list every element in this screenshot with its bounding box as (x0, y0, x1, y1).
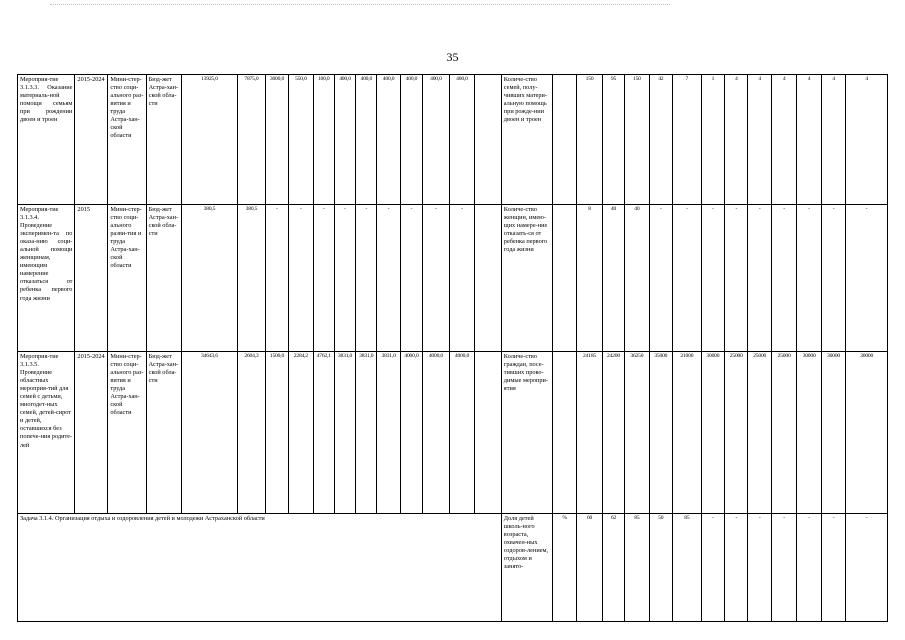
fin-2022: - (400, 205, 422, 352)
indicator-value: 4 (748, 75, 771, 205)
fin-2017: - (289, 205, 313, 352)
indicator-value: 24200 (602, 352, 624, 514)
indicator-value: 150 (577, 75, 603, 205)
indicator-value: 25000 (748, 352, 771, 514)
indicator-value: 42 (649, 75, 672, 205)
indicator: Доля детей школь-ного возраста, охвачен-ных оздоров-лением, отдыхом и занято- (501, 514, 552, 622)
fin-2023: 4000,0 (423, 352, 450, 514)
fin-2022: 400,0 (400, 75, 422, 205)
period: 2015-2024 (75, 75, 108, 205)
executor: Мини-стер-ство соци-ального раз-вития и труда Астра-хан-ской области (108, 352, 146, 514)
indicator-value: - (771, 205, 797, 352)
indicator-value: 50 (649, 514, 672, 622)
indicator: Количе-ство граждан, посе-тивших прово-димые меропри-ятия (501, 352, 552, 514)
fin-2020: 3831,0 (356, 352, 377, 514)
indicator-value: 35000 (649, 352, 672, 514)
indicator-value: 1 (701, 75, 724, 205)
spacer-cell (475, 352, 502, 514)
measure-name: Мероприя-тие 3.1.3.3. Оказание материаль-ной помощи семьям при рождении двоен и троен (18, 75, 75, 205)
indicator-value: 85 (672, 514, 701, 622)
indicator-value: 60 (577, 514, 603, 622)
fin-total: 34643,6 (181, 352, 237, 514)
fin-2021: 400,0 (377, 75, 400, 205)
table-row (18, 75, 888, 205)
task-row (18, 514, 888, 622)
indicator-value: 4 (797, 75, 821, 205)
indicator-value: 8 (577, 205, 603, 352)
fin-2019: 3831,0 (334, 352, 355, 514)
indicator-value: - (846, 205, 888, 352)
indicator-value: - (771, 514, 797, 622)
indicator-value: - (797, 514, 821, 622)
funding-source: Бюд-жет Астра-хан-ской обла-сти (146, 75, 181, 205)
indicator-value: 30000 (821, 352, 845, 514)
indicator-value: 95 (602, 75, 624, 205)
indicator: Количе-ство семей, полу-чивших матери-альную помощь при рожде-нии двоен и троен (501, 75, 552, 205)
fin-2019: 400,0 (334, 75, 355, 205)
indicator-value: - (846, 514, 888, 622)
period: 2015 (75, 205, 108, 352)
fin-2018: 100,0 (313, 75, 334, 205)
indicator-value: 24185 (577, 352, 603, 514)
funding-source: Бюд-жет Астра-хан-ской обла-сти (146, 205, 181, 352)
indicator-value: 4 (821, 75, 845, 205)
page-number: 35 (446, 50, 459, 64)
task-title: Задача 3.1.4. Организация отдыха и оздоровления детей и молодежи Астраханской области (18, 514, 502, 622)
fin-2016: 3000,0 (265, 75, 288, 205)
indicator-value: 25000 (725, 352, 748, 514)
fin-2024: 4000,0 (449, 352, 475, 514)
indicator-value: - (672, 205, 701, 352)
indicator-value: - (748, 205, 771, 352)
spacer-cell (475, 205, 502, 352)
fin-2018: - (313, 205, 334, 352)
indicator-value: 4 (725, 75, 748, 205)
fin-2023: 400,0 (423, 75, 450, 205)
fin-2021: 3831,0 (377, 352, 400, 514)
fin-2020: 400,0 (356, 75, 377, 205)
table-row (18, 352, 888, 514)
measure-name: Мероприя-тие 3.1.3.4. Проведение эксперимен-та по оказа-нию соци-альной помощи женщинам, имеющим намерение отказаться от ребенка первого года жизни (18, 205, 75, 352)
fin-total: 13925,0 (181, 75, 237, 205)
indicator-value: 85 (625, 514, 649, 622)
fin-2018: 4762,1 (313, 352, 334, 514)
fin-2015: 380,5 (238, 205, 266, 352)
unit (552, 352, 576, 514)
period: 2015-2024 (75, 352, 108, 514)
unit (552, 75, 576, 205)
indicator-value: - (821, 205, 845, 352)
executor: Мини-стер-ство соци-ального разви-тия и труда Астра-хан-ской области (108, 205, 146, 352)
program-table (17, 74, 888, 622)
unit: % (552, 514, 576, 622)
fin-2021: - (377, 205, 400, 352)
fin-2024: - (449, 205, 475, 352)
fin-2015: 2604,3 (238, 352, 266, 514)
indicator-value: - (725, 205, 748, 352)
indicator: Количе-ство женщин, имею-щих намере-ние отказать-ся от ребенка первого года жизни (501, 205, 552, 352)
fin-2016: - (265, 205, 288, 352)
measure-name: Мероприя-тие 3.1.3.5. Проведение областных мероприя-тий для семей с детьми, многодет-ных семей, детей-сирот и детей, оставшихся без попече-ния родите-лей (18, 352, 75, 514)
fin-2017: 550,0 (289, 75, 313, 205)
unit (552, 205, 576, 352)
indicator-value: - (701, 205, 724, 352)
indicator-value: 30000 (846, 352, 888, 514)
indicator-value: - (701, 514, 724, 622)
executor: Мини-стер-ство соци-ального раз-вития и труда Астра-хан-ской области (108, 75, 146, 205)
indicator-value: - (748, 514, 771, 622)
scan-artifact-line (50, 4, 670, 5)
fin-2022: 4000,0 (400, 352, 422, 514)
indicator-value: 30000 (701, 352, 724, 514)
fin-2019: - (334, 205, 355, 352)
indicator-value: 25000 (771, 352, 797, 514)
indicator-value: - (821, 514, 845, 622)
indicator-value: 21000 (672, 352, 701, 514)
indicator-value: 4 (771, 75, 797, 205)
fin-total: 380,5 (181, 205, 237, 352)
indicator-value: 40 (602, 205, 624, 352)
fin-2023: - (423, 205, 450, 352)
indicator-value: - (725, 514, 748, 622)
indicator-value: 30000 (797, 352, 821, 514)
indicator-value: 36250 (625, 352, 649, 514)
fin-2016: 1500,0 (265, 352, 288, 514)
spacer-cell (475, 75, 502, 205)
funding-source: Бюд-жет Астра-хан-ской обла-сти (146, 352, 181, 514)
fin-2017: 2284,2 (289, 352, 313, 514)
indicator-value: 7 (672, 75, 701, 205)
indicator-value: - (649, 205, 672, 352)
fin-2015: 7875,0 (238, 75, 266, 205)
fin-2024: 400,0 (449, 75, 475, 205)
fin-2020: - (356, 205, 377, 352)
indicator-value: 150 (625, 75, 649, 205)
table-row (18, 205, 888, 352)
indicator-value: 40 (625, 205, 649, 352)
indicator-value: 62 (602, 514, 624, 622)
indicator-value: 4 (846, 75, 888, 205)
indicator-value: - (797, 205, 821, 352)
